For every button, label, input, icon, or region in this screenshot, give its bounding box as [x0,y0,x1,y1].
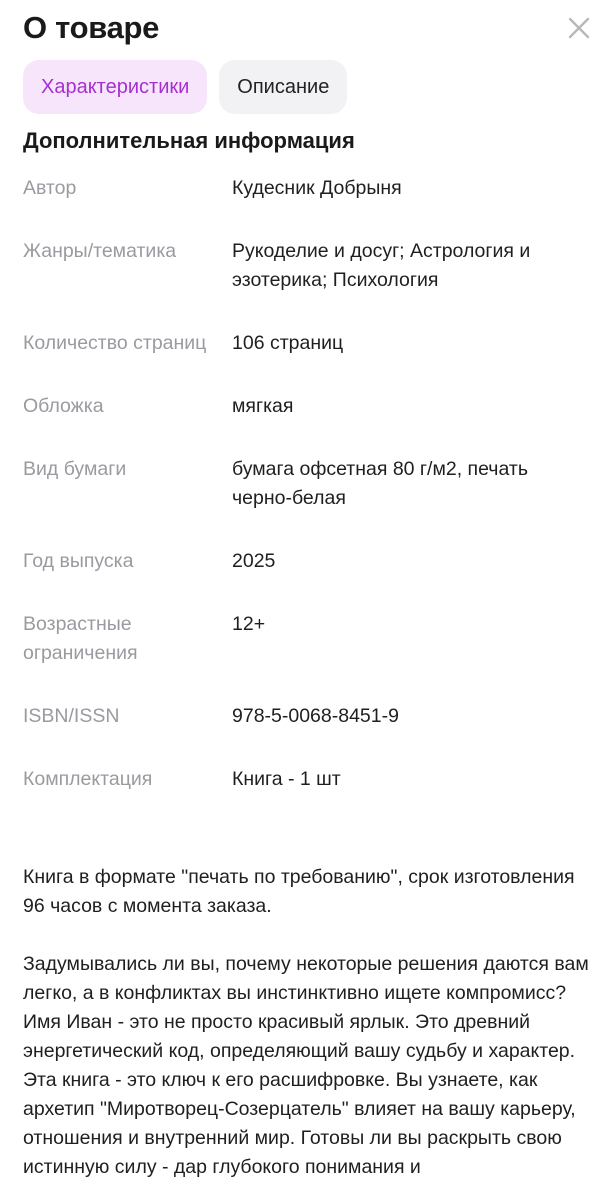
spec-value: 2025 [232,550,276,572]
spec-key: Обложка [23,395,104,417]
spec-key: Возрастные ограничения [23,613,138,664]
spec-value: Кудесник Добрыня [232,177,402,199]
close-icon [565,14,593,42]
spec-row [23,237,593,295]
spec-key: ISBN/ISSN [23,705,120,727]
spec-value: бумага офсетная 80 г/м2, печать черно-белая [232,458,528,509]
spec-key: Жанры/тематика [23,240,177,262]
spec-value: мягкая [232,395,294,417]
spec-row [23,765,593,794]
specs-list [23,174,593,794]
spec-value: 12+ [232,613,266,635]
section-title: Дополнительная информация [23,128,355,153]
header [23,6,593,50]
spec-row [23,392,593,421]
close-button[interactable] [565,14,593,42]
spec-row [23,455,593,513]
tab-description[interactable]: Описание [219,60,347,114]
spec-row [23,547,593,576]
spec-key: Автор [23,177,77,199]
spec-row [23,174,593,203]
spec-value: 978-5-0068-8451-9 [232,705,399,727]
description-paragraph: Книга в формате "печать по требованию", срок изготовления 96 часов с момента заказа. [23,866,575,917]
spec-value: 106 страниц [232,332,344,354]
tab-bar [23,60,347,114]
spec-key: Комплектация [23,768,153,790]
product-description [23,863,591,1182]
spec-key: Год выпуска [23,550,134,572]
spec-row [23,610,593,668]
spec-row [23,702,593,731]
spec-value: Рукоделие и досуг; Астрология и эзотерика; Психология [232,240,531,291]
spec-value: Книга - 1 шт [232,768,341,790]
spec-key: Вид бумаги [23,458,127,480]
description-paragraph: Задумывались ли вы, почему некоторые решения даются вам легко, а в конфликтах вы инстинктивно ищете компромисс? Имя Иван - это не просто красивый ярлык. Это древний энергетический код, определяющий вашу судьбу и характер. Эта книга - это ключ к его расшифровке. Вы узнаете, как архетип "Миротворец-Созерцатель" влияет на вашу карьеру, отношения и внутренний мир. Готовы ли вы раскрыть свою истинную силу - дар глубокого понимания и [23,953,589,1178]
spec-key: Количество страниц [23,332,207,354]
spec-row [23,329,593,358]
page-title: О товаре [23,10,160,45]
tab-characteristics[interactable]: Характеристики [23,60,207,114]
